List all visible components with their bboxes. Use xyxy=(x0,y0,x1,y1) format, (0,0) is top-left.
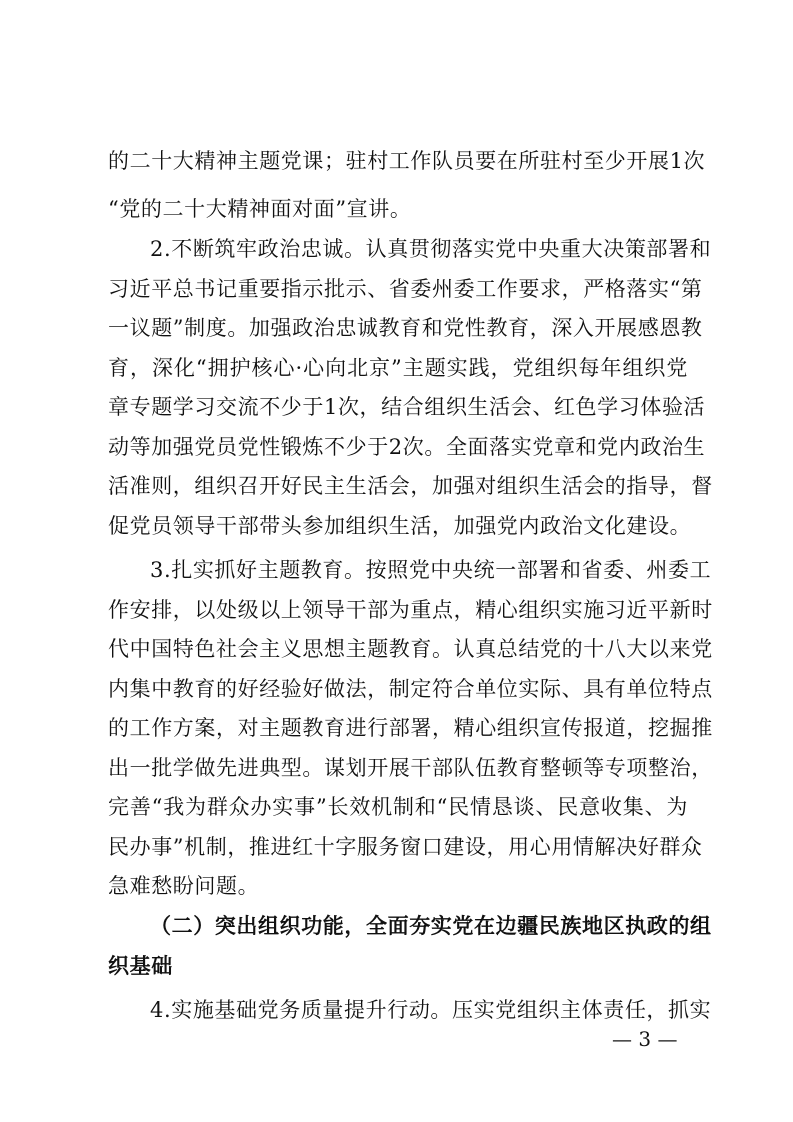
text-line: 活准则，组织召开好民主生活会，加强对组织生活会的指导，督 xyxy=(108,474,713,498)
text-line: 育，深化“拥护核心·心向北京”主题实践，党组织每年组织党 xyxy=(108,356,688,380)
text-line: 作安排，以处级以上领导干部为重点，精心组织实施习近平新时 xyxy=(108,598,713,622)
text-line: 完善“我为群众办实事”长效机制和“民情恳谈、民意收集、为 xyxy=(108,795,688,819)
text-line: 动等加强党员党性锻炼不少于2次。全面落实党章和党内政治生 xyxy=(108,435,706,459)
paragraph-start-line: 3.扎实抓好主题教育。按照党中央统一部署和省委、州委工 xyxy=(150,558,712,582)
text-line: 民办事”机制，推进红十字服务窗口建设，用心用情解决好群众 xyxy=(108,835,703,859)
text-line: 急难愁盼问题。 xyxy=(108,874,260,898)
text-line: 代中国特色社会主义思想主题教育。认真总结党的十八大以来党 xyxy=(108,637,713,661)
text-line: 促党员领导干部带头参加组织生活，加强党内政治文化建设。 xyxy=(108,514,692,538)
text-line: 的二十大精神主题党课；驻村工作队员要在所驻村至少开展1次 xyxy=(108,149,706,173)
text-line: 习近平总书记重要指示批示、省委州委工作要求，严格落实“第 xyxy=(108,277,703,301)
text-line: 的工作方案，对主题教育进行部署，精心组织宣传报道，挖掘推 xyxy=(108,716,713,740)
text-line: “党的二十大精神面对面”宣讲。 xyxy=(108,197,412,221)
paragraph-start-line: 4.实施基础党务质量提升行动。压实党组织主体责任，抓实 xyxy=(150,998,712,1022)
page-number: — 3 — xyxy=(612,1027,678,1051)
section-heading: 织基础 xyxy=(108,953,173,978)
text-line: 出一批学做先进典型。谋划开展干部队伍教育整顿等专项整治， xyxy=(108,756,713,780)
section-heading: （二）突出组织功能，全面夯实党在边疆民族地区执政的组 xyxy=(150,913,712,938)
text-line: 一议题”制度。加强政治忠诚教育和党性教育，深入开展感恩教 xyxy=(108,316,703,340)
paragraph-start-line: 2.不断筑牢政治忠诚。认真贯彻落实党中央重大决策部署和 xyxy=(150,237,712,261)
text-line: 章专题学习交流不少于1次，结合组织生活会、红色学习体验活 xyxy=(108,395,706,419)
text-line: 内集中教育的好经验好做法，制定符合单位实际、具有单位特点 xyxy=(108,677,713,701)
